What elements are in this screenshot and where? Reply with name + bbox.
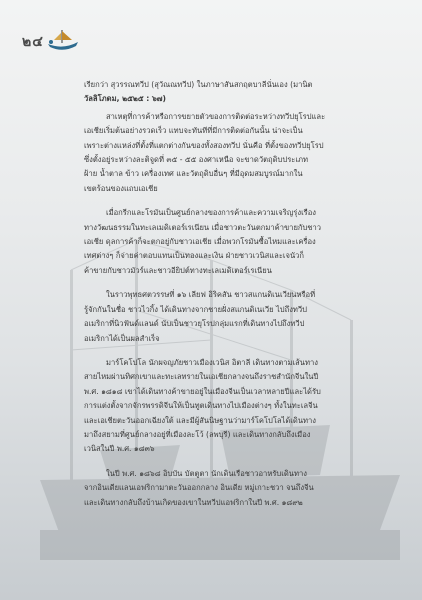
text-line: การแต่งตั้งจากจักรพรรดิจีนให้เป็นทูตเดินทางไปเมืองต่างๆ ทั้งในทะเลจีน <box>84 401 318 411</box>
text-line: รู้จักกันในชื่อ ชาวไวกิ้ง ได้เดินทางจากชายฝั่งสแกนดิเนเวีย ไปถึงทวีป <box>84 304 308 314</box>
text-line: เมื่อกรีกและโรมันเป็นศูนย์กลางของการค้าและความเจริญรุ่งเรือง <box>106 208 317 218</box>
text-line: สายไหมผ่านทิศกเขาและทะเลทรายในเอเชียกลางจนถึงราชสำนักจีนในปี <box>84 372 319 382</box>
text-line: และเดินทางกลับถึงบ้านเกิดของเขาในทวีปแอฟริกาในปี พ.ศ. ๑๘๙๒ <box>84 497 303 507</box>
text-line: มาถึงสยามที่ศูนย์กลางอยู่ที่เมืองละโว้ (ลพบุรี) และเดินทางกลับถึงเมือง <box>84 429 311 439</box>
ship-ornament-icon <box>46 28 80 52</box>
text-line: สาเหตุที่การค้าหรือการขยายตัวของการติดต่อระหว่างทวีปยุโรปและ <box>106 111 326 121</box>
paragraph-intro <box>84 78 394 107</box>
text-line: จากอินเดียแลนเอฟริกามาตะวันออกกลาง อินเดีย หมู่เกาะชวา จนถึงจีน <box>84 483 314 493</box>
text-line: เขตร้อนของแถบเอเชีย <box>84 183 158 193</box>
text-line: เทศต่างๆ ก็จ่ายค่าตอบแทนเป็นทองและเงิน ฝ่ายชาวเวนิสและเจนัวก็ <box>84 251 304 261</box>
text-line: เพราะต่างแหล่งที่ตั้งที่แตกต่างกันของทั้งสองทวีป นั่นคือ ที่ตั้งของทวีปยุโรป <box>84 140 324 150</box>
text-line: เรียกว่า สุวรรณทวีป (สุวัณณทวีป) ในภาษาสันสกฤตบาลีนั่นเอง (มานิต <box>84 80 313 89</box>
text-line: พ.ศ. ๑๘๑๘ เขาได้เดินทางค้าขายอยู่ในเมืองจีนเป็นเวลาหลายปีและได้รับ <box>84 386 321 396</box>
text-line: และเอเชียตะวันออกเฉียงใต้ และมีผู้สันนิษฐานว่ามาร์โคโปโลได้เดินทาง <box>84 415 317 425</box>
paragraph <box>84 356 394 457</box>
paragraph <box>84 467 394 510</box>
text-line: ค้าขายกับชาวมัวร์และชาวอียิปต์ทางทะเลเมดิเตอร์เรเนียน <box>84 265 272 275</box>
text-line: วัลลิโภดม, ๒๕๒๕ : ๖๗) <box>84 94 166 104</box>
text-line: ซึ่งตั้งอยู่ระหว่างละติจูดที่ ๓๕ - ๕๕ องศาเหนือ จะขาดวัตถุดิบประเภท <box>84 155 308 165</box>
article-body <box>84 78 394 513</box>
text-line: ในราวพุทธศตวรรษที่ ๑๖ เลียฟ อิริคสัน ชาวสแกนดิเนเวียนหรือที่ <box>106 290 316 300</box>
text-line: เอเชียเริ่มต้นอย่างรวดเร็ว แทบจะทันทีที่มีการติดต่อกันนั้น น่าจะเป็น <box>84 126 303 136</box>
page-number: ๒๔ <box>22 34 44 50</box>
text-line: ทางวัฒนธรรมในทะเลเมดิเตอร์เรเนียน เมื่อชาวตะวันตกมาค้าขายกับชาว <box>84 222 321 232</box>
paragraph <box>84 206 394 278</box>
text-line: ฝ้าย น้ำตาล ข้าว เครื่องเทศ และวัตถุดิบอื่นๆ ที่มีอุดมสมบูรณ์มากใน <box>84 169 303 179</box>
text-line: อเมริกาที่นิวฟันด์แลนด์ นับเป็นชาวยุโรปกลุ่มแรกที่เดินทางไปถึงทวีป <box>84 319 305 329</box>
paragraph <box>84 110 394 196</box>
text-line: มาร์โคโปโล นักผจญภัยชาวเมืองเวนิส อิตาลี เดินทางตามเส้นทาง <box>106 357 318 367</box>
text-line: อเมริกาได้เป็นผลสำเร็จ <box>84 333 160 343</box>
paragraph <box>84 288 394 346</box>
text-line: ในปี พ.ศ. ๑๘๖๘ อิบบัน บัตตูตา นักเดินเรือชาวอาหรับเดินทาง <box>106 468 307 478</box>
text-line: เอเชีย ดุลการค้าก็จะตกอยู่กับชาวเอเชีย เมื่อพวกโรมันซื้อไหมและเครื่อง <box>84 237 316 247</box>
text-line: เวนิสในปี พ.ศ. ๑๘๓๖ <box>84 444 155 454</box>
page-header <box>22 28 82 56</box>
